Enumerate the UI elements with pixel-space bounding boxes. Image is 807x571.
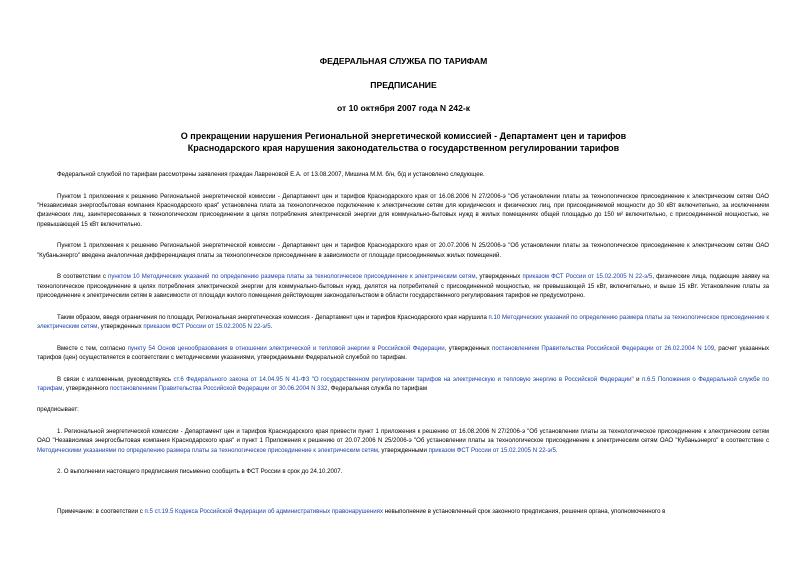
link-methodology-p10[interactable]: пунктом 10 Методических указаний по определению размера платы за технологическое присоединение к электрическим сетям xyxy=(108,273,476,281)
text: В соответствии с xyxy=(57,273,109,281)
paragraph-legal-basis xyxy=(37,375,769,394)
agency-heading: ФЕДЕРАЛЬНАЯ СЛУЖБА ПО ТАРИФАМ xyxy=(319,56,488,66)
link-government-decree-332[interactable]: постановлением Правительства Российской Федерации от 30.06.2004 N 332 xyxy=(109,384,328,392)
link-fst-order[interactable]: приказом ФСТ России от 15.02.2005 N 22-э/5 xyxy=(522,273,653,281)
link-federal-law-41fz[interactable]: ст.6 Федерального закона от 14.04.95 N 41-ФЗ "О государственном регулировании тарифов на электрическую и тепловую энергию в Российской Федерации" xyxy=(173,375,634,383)
text: Вместе с тем, согласно xyxy=(57,344,128,352)
link-administrative-code[interactable]: п.5 ст.19.5 Кодекса Российской Федерации об административных правонарушениях xyxy=(144,507,384,515)
title-line-2: Краснодарского края нарушения законодательства о государственном регулировании тарифов xyxy=(187,142,620,153)
text: невыполнение в установленный срок законного предписания, решения органа, уполномоченного в xyxy=(383,507,666,515)
link-fst-regulation-p65[interactable]: п.6.5 Положения о Федеральной службе по тарифам xyxy=(37,375,769,392)
text: , утвержденных xyxy=(475,273,523,281)
text: , утвержденных xyxy=(444,344,493,352)
link-methodology-p10[interactable]: п.10 Методических указаний по определению размера платы за технологическое присоединение к электрическим сетям xyxy=(37,313,769,330)
paragraph-item-2: 2. О выполнении настоящего предписания письменно сообщить в ФСТ России в срок до 24.10.2007. xyxy=(57,468,343,476)
paragraph-item-1 xyxy=(37,427,769,455)
text: , физические лица, подающие заявку на технологическое присоединение в целях потребления электрической энергии для коммунально-бытовых нужд, делятся на потребителей с присоединенной мощностью, не превышающей 15 кВт, включительно, и выше 15 кВт. Установление платы за присоединение к электрическим сетям в зависимости от площади жилого помещения действующим законодательством в области государственного регулирования тарифов не предусмотрено. xyxy=(37,273,770,299)
paragraph-note xyxy=(37,507,769,516)
paragraph-tariff-kuban: Пунктом 1 приложения к решению Региональной энергетической комиссии - Департамент цен и тарифов Краснодарского края от 20.07.2006 N 25/2006-э "Об установлении платы за технологическое присоединение к электрическим сетям ОАО "Кубаньэнерго" введена аналогичная дифференциация платы за технологическое присоединение в зависимости от площади присоединяемых жилых помещений. xyxy=(37,242,769,259)
paragraph-methodology xyxy=(37,272,769,300)
text: Примечание: в соответствии с xyxy=(57,507,145,515)
document-type-heading: ПРЕДПИСАНИЕ xyxy=(370,80,437,90)
text: Таким образом, введя ограничения по площади, Региональная энергетическая комиссия - Департамент цен и тарифов Краснодарского края нарушила xyxy=(57,313,489,321)
link-government-decree-109[interactable]: постановлением Правительства Российской Федерации от 26.02.2004 N 109 xyxy=(492,344,715,352)
text: 1. Региональной энергетической комиссии - Департамент цен и тарифов Краснодарского края привести пункт 1 приложения к решению от 16.08.2006 N 27/2006-э "Об установлении платы за технологическое присоединение к электрическим сетям ОАО "Независимая энергосбытовая компания Краснодарского края" и пункт 1 Приложения к решению от 20.07.2006 N 25/2006-э "Об установлении платы за технологическое присоединение к электрическим сетям ОАО "Кубаньэнерго" в соответствие с xyxy=(37,428,769,445)
paragraph-prescribes: предписывает: xyxy=(37,406,79,414)
text: и xyxy=(633,375,642,383)
paragraph-tariff-nesk: Пунктом 1 приложения к решению Региональной энергетической комиссии - Департамент цен и тарифов Краснодарского края от 16.08.2006 N 27/2006-э "Об установлении платы за технологическое присоединение к электрическим сетям ОАО "Независимая энергосбытовая компания Краснодарского края" установлена плата за технологическое подключение к электрическим сетям для юридических и физических лиц, при присоединяемой мощности до 30 кВт включительно, за исключением физических лиц, заинтересованных в технологическом присоединении в целях потребления электрической энергии для коммунально-бытовых нужд в жилых помещениях общей площадью до 150 м² включительно, с присоединенной мощностью, не превышающей 15 кВт включительно. xyxy=(37,192,769,228)
paragraph-violation xyxy=(37,313,769,332)
document-title xyxy=(0,131,807,154)
text: . xyxy=(555,446,558,454)
text: В связи с изложенным, руководствуясь xyxy=(57,375,174,383)
link-fst-order[interactable]: приказом ФСТ России от 15.02.2005 N 22-э/5 xyxy=(428,446,556,454)
title-line-1: О прекращении нарушения Региональной энергетической комиссией - Департамент цен и тарифов xyxy=(180,131,627,141)
paragraph-intro: Федеральной службой по тарифам рассмотрены заявления граждан Лавреновой Е.А. от 13.08.2007, Мишина М.М. б/н, б/д и установлено следующее. xyxy=(57,171,485,178)
link-pricing-basis-p54[interactable]: пункту 54 Основ ценообразования в отношении электрической и тепловой энергии в Российской Федерации xyxy=(127,344,445,352)
text: , утвержденного xyxy=(62,384,110,392)
paragraph-pricing-basis xyxy=(37,344,769,363)
link-methodology[interactable]: Методическими указаниями по определению размера платы за технологическое присоединение к электрическим сетям xyxy=(37,446,378,454)
text: , утвержденными xyxy=(377,446,429,454)
document-body xyxy=(37,170,769,528)
date-number-heading: от 10 октября 2007 года N 242-к xyxy=(336,103,471,113)
text: , утвержденных xyxy=(97,322,144,330)
text: , расчет указанных тарифов (цен) осуществляется в соответствии с методическими указаниями, утверждаемыми Федеральной службой по тарифам. xyxy=(37,344,769,361)
text: . xyxy=(270,322,273,330)
text: , Федеральная служба по тарифам xyxy=(327,384,428,392)
link-fst-order[interactable]: приказом ФСТ России от 15.02.2005 N 22-э/5 xyxy=(143,322,271,330)
